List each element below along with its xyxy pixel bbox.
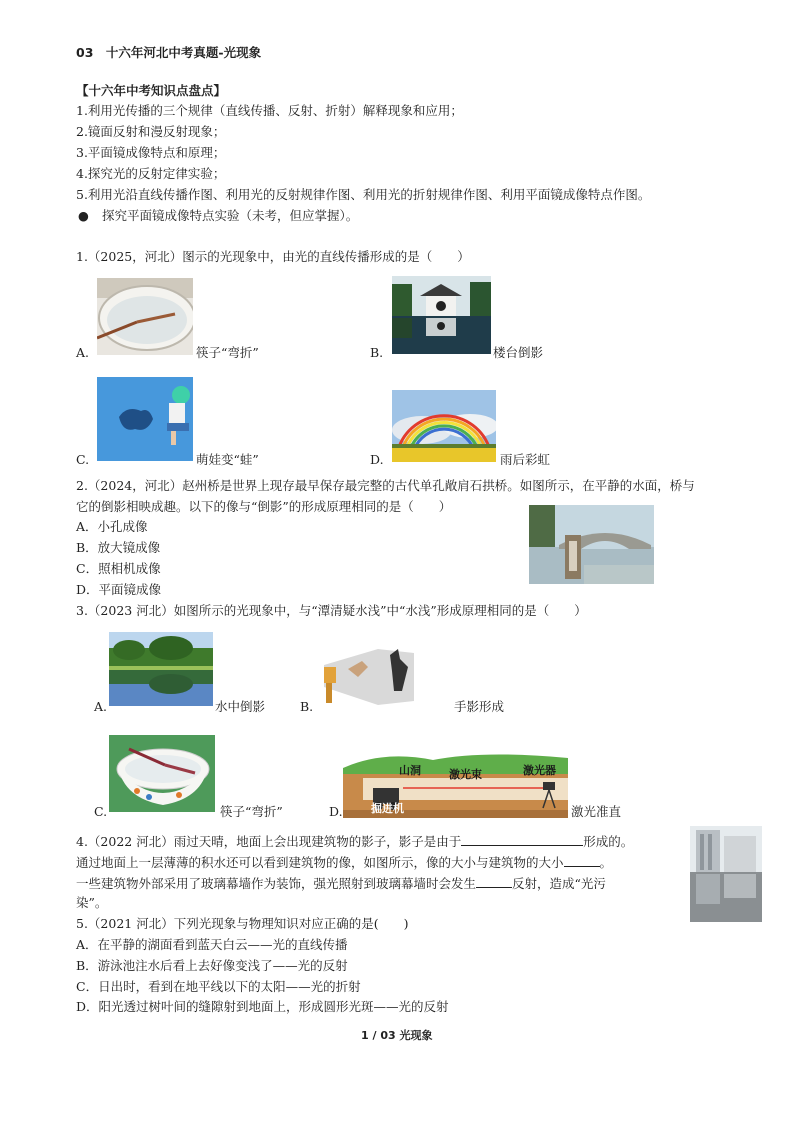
knowledge-bullet: 探究平面镜成像特点实验（未考，但应掌握）。 [102, 208, 359, 223]
knowledge-item: 3.平面镜成像特点和原理； [76, 145, 226, 160]
q3-image-hand-shadow [318, 645, 420, 707]
q2-stem-line1: 2.（2024，河北）赵州桥是世界上现存最早保存最完整的古代单孔敞肩石拱桥。如图所示，在平静的水面，桥与 [76, 478, 695, 493]
q1-image-chopsticks [97, 278, 193, 355]
knowledge-heading: 【十六年中考知识点盘点】 [76, 83, 227, 98]
q4-line3-text: 一些建筑物外部采用了玻璃幕墙作为装饰，强光照射到玻璃幕墙时会发生 [76, 876, 477, 891]
q4-line3 [76, 874, 606, 892]
q4-answer-blank-3[interactable] [476, 874, 512, 888]
q1-option-a-caption: 筷子“弯折” [196, 345, 259, 360]
laser-label-device: 激光器 [523, 764, 556, 777]
q3-option-b-caption: 手影形成 [454, 699, 505, 714]
q2-option: D．平面镜成像 [76, 582, 162, 597]
knowledge-item: 5.利用光沿直线传播作图、利用光的反射规律作图、利用光的折射规律作图、利用平面镜成像特点作图。 [76, 187, 651, 202]
q3-image-bowl-chopsticks [109, 735, 215, 812]
q3-image-reflection [109, 632, 213, 706]
q1-image-frog-shadow [97, 377, 193, 461]
q3-option-d-caption: 激光准直 [571, 804, 622, 819]
q5-option: A．在平静的湖面看到蓝天白云——光的直线传播 [76, 937, 348, 952]
q5-option: B．游泳池注水后看上去好像变浅了——光的反射 [76, 958, 348, 973]
q1-image-pavilion [392, 276, 491, 354]
q4-line2-tail: 。 [599, 855, 613, 870]
q2-option: C．照相机成像 [76, 561, 161, 576]
q3-option-c-caption: 筷子“弯折” [220, 804, 283, 819]
q2-stem-line2: 它的倒影相映成趣。以下的像与“倒影”的形成原理相同的是（ ） [76, 499, 452, 514]
q1-option-b-caption: 楼台倒影 [493, 345, 544, 360]
q1-option-c-letter: C. [76, 452, 90, 467]
q4-image-building-reflection [690, 826, 762, 922]
page-footer: 1 / 03 光现象 [361, 1029, 433, 1042]
q2-image-zhaozhou-bridge [529, 505, 654, 584]
q3-image-laser-tunnel [343, 748, 568, 818]
q1-option-d-caption: 雨后彩虹 [500, 452, 551, 467]
q3-option-b-letter: B. [300, 699, 314, 714]
q5-option: D．阳光透过树叶间的缝隙射到地面上，形成圆形光斑——光的反射 [76, 999, 449, 1014]
q5-stem: 5.（2021 河北）下列光现象与物理知识对应正确的是( ) [76, 916, 409, 931]
laser-label-beam: 激光束 [449, 768, 482, 781]
q1-image-rainbow [392, 390, 496, 462]
knowledge-item: 1.利用光传播的三个规律（直线传播、反射、折射）解释现象和应用； [76, 103, 463, 118]
q1-option-a-letter: A. [76, 345, 90, 360]
laser-label-machine: 掘进机 [371, 802, 404, 815]
q4-line2 [76, 853, 612, 871]
laser-label-cave: 山洞 [399, 764, 421, 777]
q3-option-d-letter: D. [329, 804, 343, 819]
q2-option: B．放大镜成像 [76, 540, 161, 555]
bullet-icon: ● [78, 208, 89, 223]
q4-line3-tail: 反射，造成“光污 [512, 876, 606, 891]
q4-line1-tail: 形成的。 [583, 834, 634, 849]
q3-option-c-letter: C. [94, 804, 108, 819]
q4-line2-text: 通过地面上一层薄薄的积水还可以看到建筑物的像，如图所示，像的大小与建筑物的大小 [76, 855, 564, 870]
knowledge-item: 4.探究光的反射定律实验； [76, 166, 226, 181]
knowledge-item: 2.镜面反射和漫反射现象； [76, 124, 226, 139]
q3-stem: 3.（2023 河北）如图所示的光现象中，与“潭清疑水浅”中“水浅”形成原理相同的是（ ） [76, 603, 587, 618]
q4-line1 [76, 832, 633, 850]
page-title: 03 十六年河北中考真题-光现象 [76, 45, 262, 60]
q4-line4: 染”。 [76, 895, 108, 910]
q1-option-b-letter: B. [370, 345, 384, 360]
q5-option: C．日出时，看到在地平线以下的太阳——光的折射 [76, 979, 361, 994]
q2-option: A．小孔成像 [76, 519, 148, 534]
q1-stem: 1.（2025，河北）图示的光现象中，由光的直线传播形成的是（ ） [76, 249, 470, 264]
q3-option-a-caption: 水中倒影 [215, 699, 266, 714]
q4-answer-blank-2[interactable] [564, 853, 600, 867]
q1-option-c-caption: 萌娃变“蛙” [196, 452, 259, 467]
q4-line1-text: 4.（2022 河北）雨过天晴，地面上会出现建筑物的影子，影子是由于 [76, 834, 462, 849]
q3-option-a-letter: A. [94, 699, 108, 714]
q4-answer-blank-1[interactable] [461, 832, 583, 846]
q1-option-d-letter: D. [370, 452, 384, 467]
